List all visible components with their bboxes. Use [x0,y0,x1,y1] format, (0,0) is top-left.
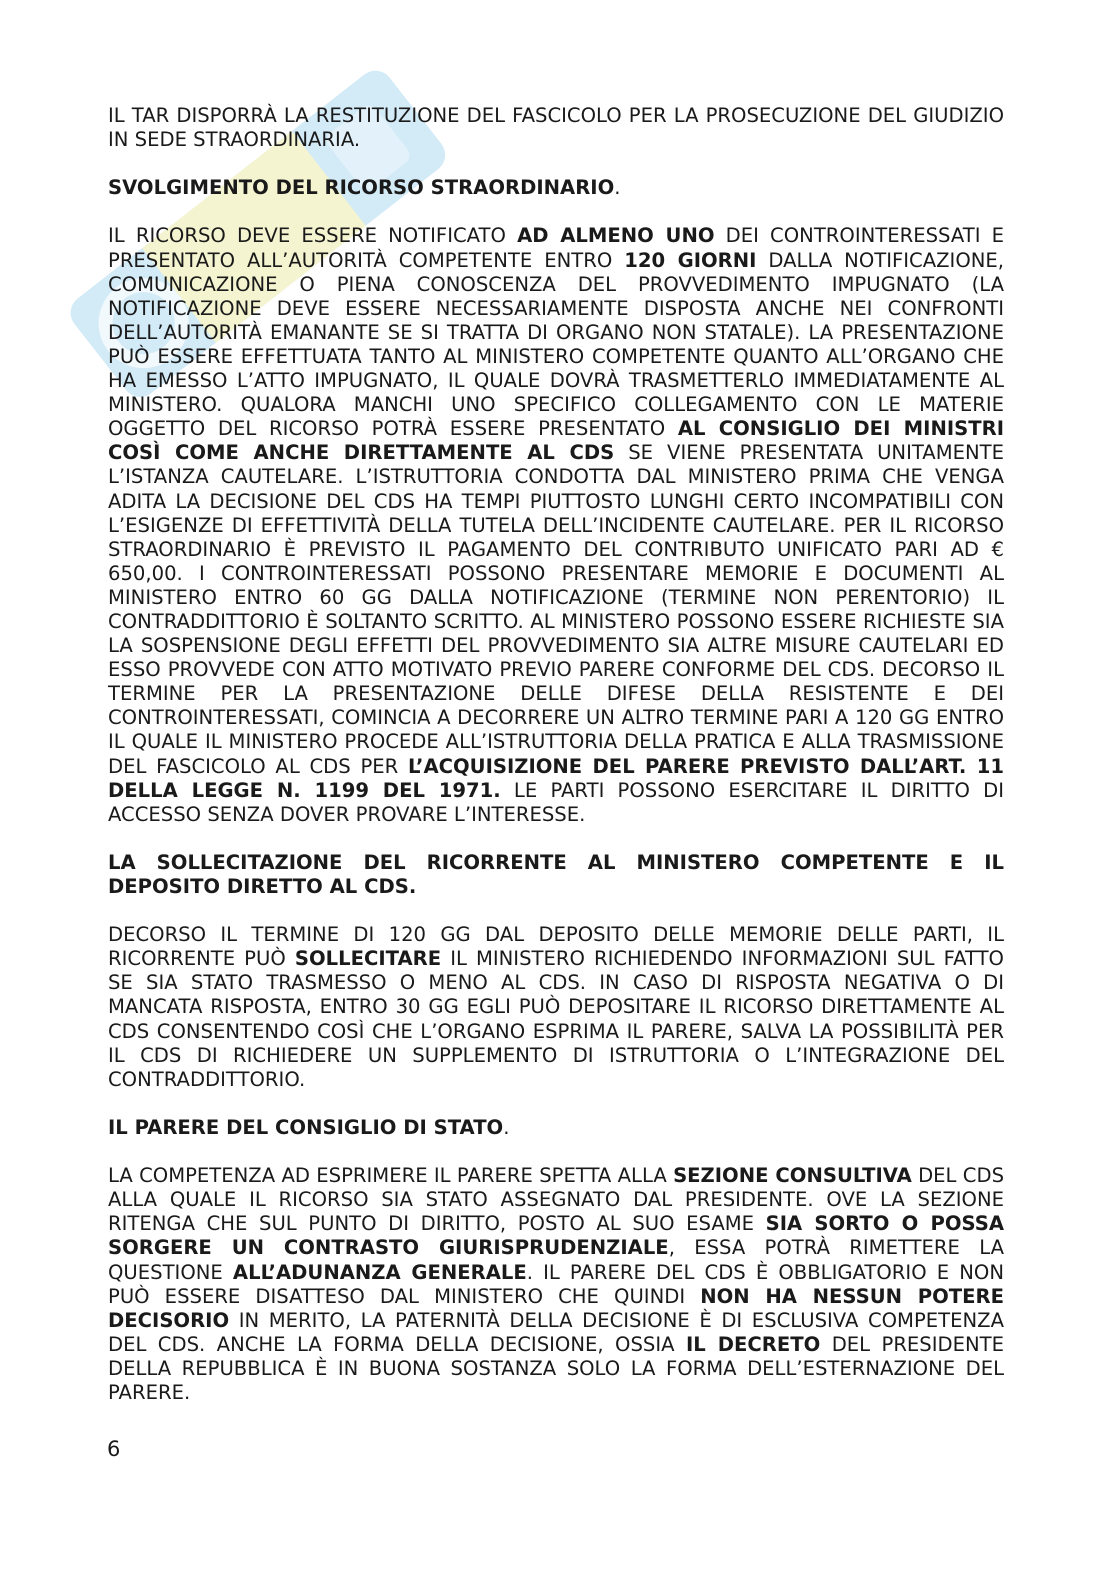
text-run: , ESSA POTRÀ RIMETTERE LA QUESTIONE [108,1236,1004,1284]
text-run: IL MINISTERO RICHIEDENDO INFORMAZIONI SUL FATTO SE SIA STATO TRASMESSO O MENO AL CDS. IN CASO DI RISPOSTA NEGATIVA O DI MANCATA RISPOSTA, ENTRO 30 GG EGLI PUÒ DEPOSITARE IL RICORSO DIRETTAMENTE AL CDS CONSENTENDO COSÌ CHE L’ORGANO ESPRIMA IL PARERE, SALVA LA POSSIBILITÀ PER IL CDS DI RICHIEDERE UN SUPPLEMENTO DI ISTRUTTORIA O L’INTEGRAZIONE DEL CONTRADDITTORIO. [108,947,1004,1091]
heading-svolgimento [108,176,1004,200]
text-run: IL TAR DISPORRÀ LA RESTITUZIONE DEL FASCICOLO PER LA PROSECUZIONE DEL GIUDIZIO IN SEDE STRAORDINARIA. [108,104,1004,152]
heading-text: SVOLGIMENTO DEL RICORSO STRAORDINARIO [108,176,615,200]
text-run: . [503,1115,510,1139]
text-run: SE VIENE PRESENTATA UNITAMENTE L’ISTANZA CAUTELARE. L’ISTRUTTORIA CONDOTTA DAL MINISTERO PRIMA CHE VENGA ADITA LA DECISIONE DEL CDS HA TEMPI PIUTTOSTO LUNGHI CERTO INCOMPATIBILI CON L’ESIGENZE DI EFFETTIVITÀ DELLA TUTELA DELL’INCIDENTE CAUTELARE. PER IL RICORSO STRAORDINARIO È PREVISTO IL PAGAMENTO DEL CONTRIBUTO UNIFICATO PARI AD € 650,00. I CONTROINTERESSATI POSSONO PRESENTARE MEMORIE E DOCUMENTI AL MINISTERO ENTRO 60 GG DALLA NOTIFICAZIONE (TERMINE NON PERENTORIO) IL CONTRADDITTORIO È SOLTANTO SCRITTO. AL MINISTERO POSSONO ESSERE RICHIESTE SIA LA SOSPENSIONE DEGLI EFFETTI DEL PROVVEDIMENTO SIA ALTRE MISURE CAUTELARI ED ESSO PROVVEDE CON ATTO MOTIVATO PREVIO PARERE CONFORME DEL CDS. DECORSO IL TERMINE PER LA PRESENTAZIONE DELLE DIFESE DELLA RESISTENTE E DEI CONTROINTERESSATI, COMINCIA A DECORRERE UN ALTRO TERMINE PARI A 120 GG ENTRO IL QUALE IL MINISTERO PROCEDE ALL’ISTRUTTORIA DELLA PRATICA E ALLA TRASMISSIONE DEL FASCICOLO AL CDS PER [108,441,1004,778]
paragraph-ricorso [108,224,1004,826]
bold-run: AL CONSIGLIO DEI MINISTRI COSÌ COME ANCHE DIRETTAMENTE AL CDS [108,417,1004,465]
bold-run: SEZIONE CONSULTIVA [673,1164,912,1188]
spacer [108,152,1004,176]
text-run: DEL PRESIDENTE DELLA REPUBBLICA È IN BUONA SOSTANZA SOLO LA FORMA DELL’ESTERNAZIONE DEL PARERE. [108,1332,1005,1404]
bold-run: L’ACQUISIZIONE DEL PARERE PREVISTO DALL’ART. 11 DELLA LEGGE N. 1199 DEL 1971. [108,754,1004,802]
bold-run: ALL’ADUNANZA GENERALE [232,1260,527,1284]
page-number: 6 [107,1437,121,1461]
heading-text: IL PARERE DEL CONSIGLIO DI STATO [108,1115,504,1139]
heading-text: LA SOLLECITAZIONE DEL RICORRENTE AL MINISTERO COMPETENTE E IL DEPOSITO DIRETTO AL CDS. [108,850,1004,898]
text-run: IN MERITO, LA PATERNITÀ DELLA DECISIONE È DI ESCLUSIVA COMPETENZA DEL CDS. ANCHE LA FORMA DELLA DECISIONE, OSSIA [108,1308,1004,1356]
text-run: IL RICORSO DEVE ESSERE NOTIFICATO [108,224,518,248]
text-run: DALLA NOTIFICAZIONE, COMUNICAZIONE O PIENA CONOSCENZA DEL PROVVEDIMENTO IMPUGNATO (LA NOTIFICAZIONE DEVE ESSERE NECESSARIAMENTE DISPOSTA ANCHE NEI CONFRONTI DELL’AUTORITÀ EMANANTE SE SI TRATTA DI ORGANO NON STATALE). LA PRESENTAZIONE PUÒ ESSERE EFFETTUATA TANTO AL MINISTERO COMPETENTE QUANTO ALL’ORGANO CHE HA EMESSO L’ATTO IMPUGNATO, IL QUALE DOVRÀ TRASMETTERLO IMMEDIATAMENTE AL MINISTERO. QUALORA MANCHI UNO SPECIFICO COLLEGAMENTO CON LE MATERIE OGGETTO DEL RICORSO POTRÀ ESSERE PRESENTATO [108,248,1005,441]
paragraph-sollecitazione [108,923,1004,1092]
spacer [108,1140,1004,1164]
paragraph-restituzione [108,104,1004,152]
spacer [108,200,1004,224]
spacer [108,1092,1004,1116]
spacer [108,899,1004,923]
text-run: DEL CDS ALLA QUALE IL RICORSO SIA STATO ASSEGNATO DAL PRESIDENTE. OVE LA SEZIONE RITENGA CHE SUL PUNTO DI DIRITTO, POSTO AL SUO ESAME [108,1164,1005,1236]
bold-run: IL DECRETO [685,1332,821,1356]
document-body [108,104,1004,1405]
bold-run: 120 GIORNI [624,248,757,272]
bold-run: SIA SORTO O POSSA SORGERE UN CONTRASTO GIURISPRUDENZIALE [108,1212,1004,1260]
text-run: LA COMPETENZA AD ESPRIMERE IL PARERE SPETTA ALLA [108,1164,674,1188]
text-run: LE PARTI POSSONO ESERCITARE IL DIRITTO DI ACCESSO SENZA DOVER PROVARE L’INTERESSE. [108,778,1004,826]
text-run: . [614,176,621,200]
heading-parere [108,1116,1004,1140]
bold-run: SOLLECITARE [294,947,442,971]
bold-run: NON HA NESSUN POTERE DECISORIO [108,1284,1004,1332]
text-run: DECORSO IL TERMINE DI 120 GG DAL DEPOSITO DELLE MEMORIE DELLE PARTI, IL RICORRENTE PUÒ [108,923,1004,971]
heading-sollecitazione [108,851,1004,899]
text-run: . IL PARERE DEL CDS È OBBLIGATORIO E NON PUÒ ESSERE DISATTESO DAL MINISTERO CHE QUINDI [108,1260,1004,1308]
spacer [108,827,1004,851]
paragraph-parere [108,1164,1004,1405]
text-run: DEI CONTROINTERESSATI E PRESENTATO ALL’AUTORITÀ COMPETENTE ENTRO [108,224,1004,272]
bold-run: AD ALMENO UNO [517,224,715,248]
